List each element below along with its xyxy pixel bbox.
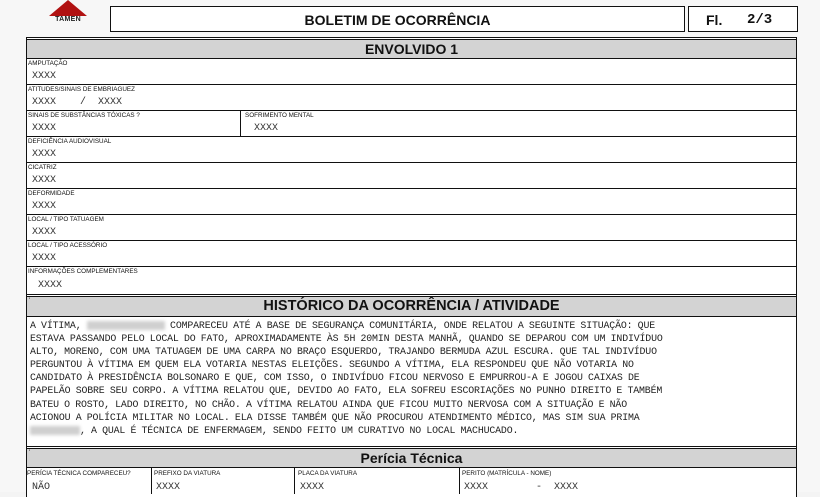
pericia-section-title: Perícia Técnica — [360, 450, 463, 466]
field-tatuagem — [26, 215, 797, 241]
history-text — [26, 317, 797, 437]
field-label: DEFICIÊNCIA AUDIOVISUAL — [28, 138, 112, 145]
field-info-complementares — [26, 267, 797, 295]
field-label: ATITUDES/SINAIS DE EMBRIAGUEZ — [28, 86, 135, 93]
field-value: XXXX — [32, 227, 57, 238]
column-divider — [240, 111, 241, 137]
pericia-fields-row — [26, 468, 797, 494]
field-value: XXXX — [32, 123, 57, 134]
column-divider — [294, 468, 295, 494]
history-last-line: , A QUAL É TÉCNICA DE ENFERMAGEM, SENDO FEITO UM CURATIVO NO LOCAL MACHUCADO. — [80, 424, 519, 436]
field-value: XXXX — [32, 201, 57, 212]
field-atitudes — [26, 85, 797, 111]
field-label: PERÍCIA TÉCNICA COMPARECEU? — [27, 470, 131, 477]
field-value: XXXX — [254, 123, 279, 134]
field-label: PERITO (MATRÍCULA - NOME) — [462, 470, 552, 477]
field-deficiencia — [26, 137, 797, 163]
triangle-emblem-icon — [49, 0, 87, 16]
field-value: XXXX — [32, 175, 57, 186]
history-narrative — [26, 317, 797, 447]
history-line1-start: A VÍTIMA, — [30, 320, 82, 331]
field-label: PREFIXO DA VIATURA — [154, 470, 221, 477]
column-divider — [151, 468, 152, 494]
field-value: NÃO — [32, 482, 51, 493]
history-section-title: HISTÓRICO DA OCORRÊNCIA / ATIVIDADE — [263, 298, 560, 314]
field-label: LOCAL / TIPO ACESSÓRIO — [28, 242, 108, 249]
field-value: XXXX — [38, 280, 63, 291]
field-deformidade — [26, 189, 797, 215]
field-amputacao — [26, 59, 797, 85]
column-divider — [459, 468, 460, 494]
field-value: XXXX — [300, 482, 325, 493]
field-value: XXXX — [32, 71, 57, 82]
field-label: LOCAL / TIPO TATUAGEM — [28, 216, 104, 223]
involved-section-title: ENVOLVIDO 1 — [364, 41, 459, 57]
field-acessorio — [26, 241, 797, 267]
sheet-number-box — [688, 6, 798, 32]
state-logo — [40, 0, 96, 30]
field-cicatriz — [26, 163, 797, 189]
field-label: PLACA DA VIATURA — [298, 470, 358, 477]
sheet-value: 2/3 — [747, 12, 773, 28]
field-value: XXXX / XXXX — [32, 97, 123, 108]
field-value: XXXX — [32, 149, 57, 160]
field-value: XXXX — [32, 253, 57, 264]
pericia-section-header: ' Perícia Técnica — [26, 448, 797, 468]
history-line1-end: COMPARECEU ATÉ A BASE DE SEGURANÇA COMUNITÁRIA, ONDE RELATOU A SEGUINTE SITUAÇÃO: QUE — [170, 320, 656, 331]
history-body: ESTAVA PASSANDO PELO LOCAL DO FATO, APROXIMADAMENTE ÀS 5H 20MIN DESTA MANHÃ, QUANDO SE DEPAROU COM UM INDIVÍDUO ALTO, MORENO, COM UMA TATUAGEM DE UMA CARPA NO BRAÇO ESQUERDO, TRAJANDO BERMUDA AZUL ESCURA. QUE TAL INDIVÍDUO PERGUNTOU À VÍTIMA EM QUEM ELA VOTARIA NESTAS ELEIÇÕES. SEGUNDO A VÍTIMA, ELA RESPONDEU QUE NÃO VOTARIA NO CANDIDATO À PRESIDÊNCIA BOLSONARO E QUE, COM ISSO, O INDIVÍDUO FICOU NERVOSO E EMPURROU-A E JOGOU CAIXAS DE PAPELÃO SOBRE SEU CORPO. A VÍTIMA RELATOU QUE, DEVIDO AO FATO, ELA SOFREU ESCORIAÇÕES NO PUNHO DIREITO E TAMBÉM BATEU O ROSTO, LADO DIREITO, NO CHÃO. A VÍTIMA RELATOU AINDA QUE FICOU MUITO NERVOSA COM A SITUAÇÃO E NÃO ACIONOU A POLÍCIA MILITAR NO LOCAL. ELA DISSE TAMBÉM QUE NÃO PROCUROU ATENDIMENTO MÉDICO, MAS SIM SUA PRIMA — [30, 333, 663, 423]
document-title: BOLETIM DE OCORRÊNCIA — [110, 6, 685, 32]
history-section-header: ' HISTÓRICO DA OCORRÊNCIA / ATIVIDADE — [26, 296, 797, 317]
involved-section-header — [26, 39, 797, 59]
redacted-name — [87, 321, 165, 330]
field-value: XXXX — [156, 482, 181, 493]
field-label: CICATRIZ — [28, 164, 57, 171]
field-value: XXXX - XXXX — [464, 482, 579, 493]
field-label: SINAIS DE SUBSTÂNCIAS TÓXICAS ? — [28, 112, 140, 119]
field-label: DEFORMIDADE — [28, 190, 75, 197]
redacted-name — [30, 426, 80, 435]
field-label: INFORMAÇÕES COMPLEMENTARES — [28, 268, 138, 275]
sheet-label: Fl. — [706, 12, 723, 28]
field-label: AMPUTAÇÃO — [28, 60, 68, 67]
field-row-toxicas-mental — [26, 111, 797, 137]
logo-motto: TAMEN — [55, 16, 81, 23]
field-label: SOFRIMENTO MENTAL — [245, 112, 314, 119]
